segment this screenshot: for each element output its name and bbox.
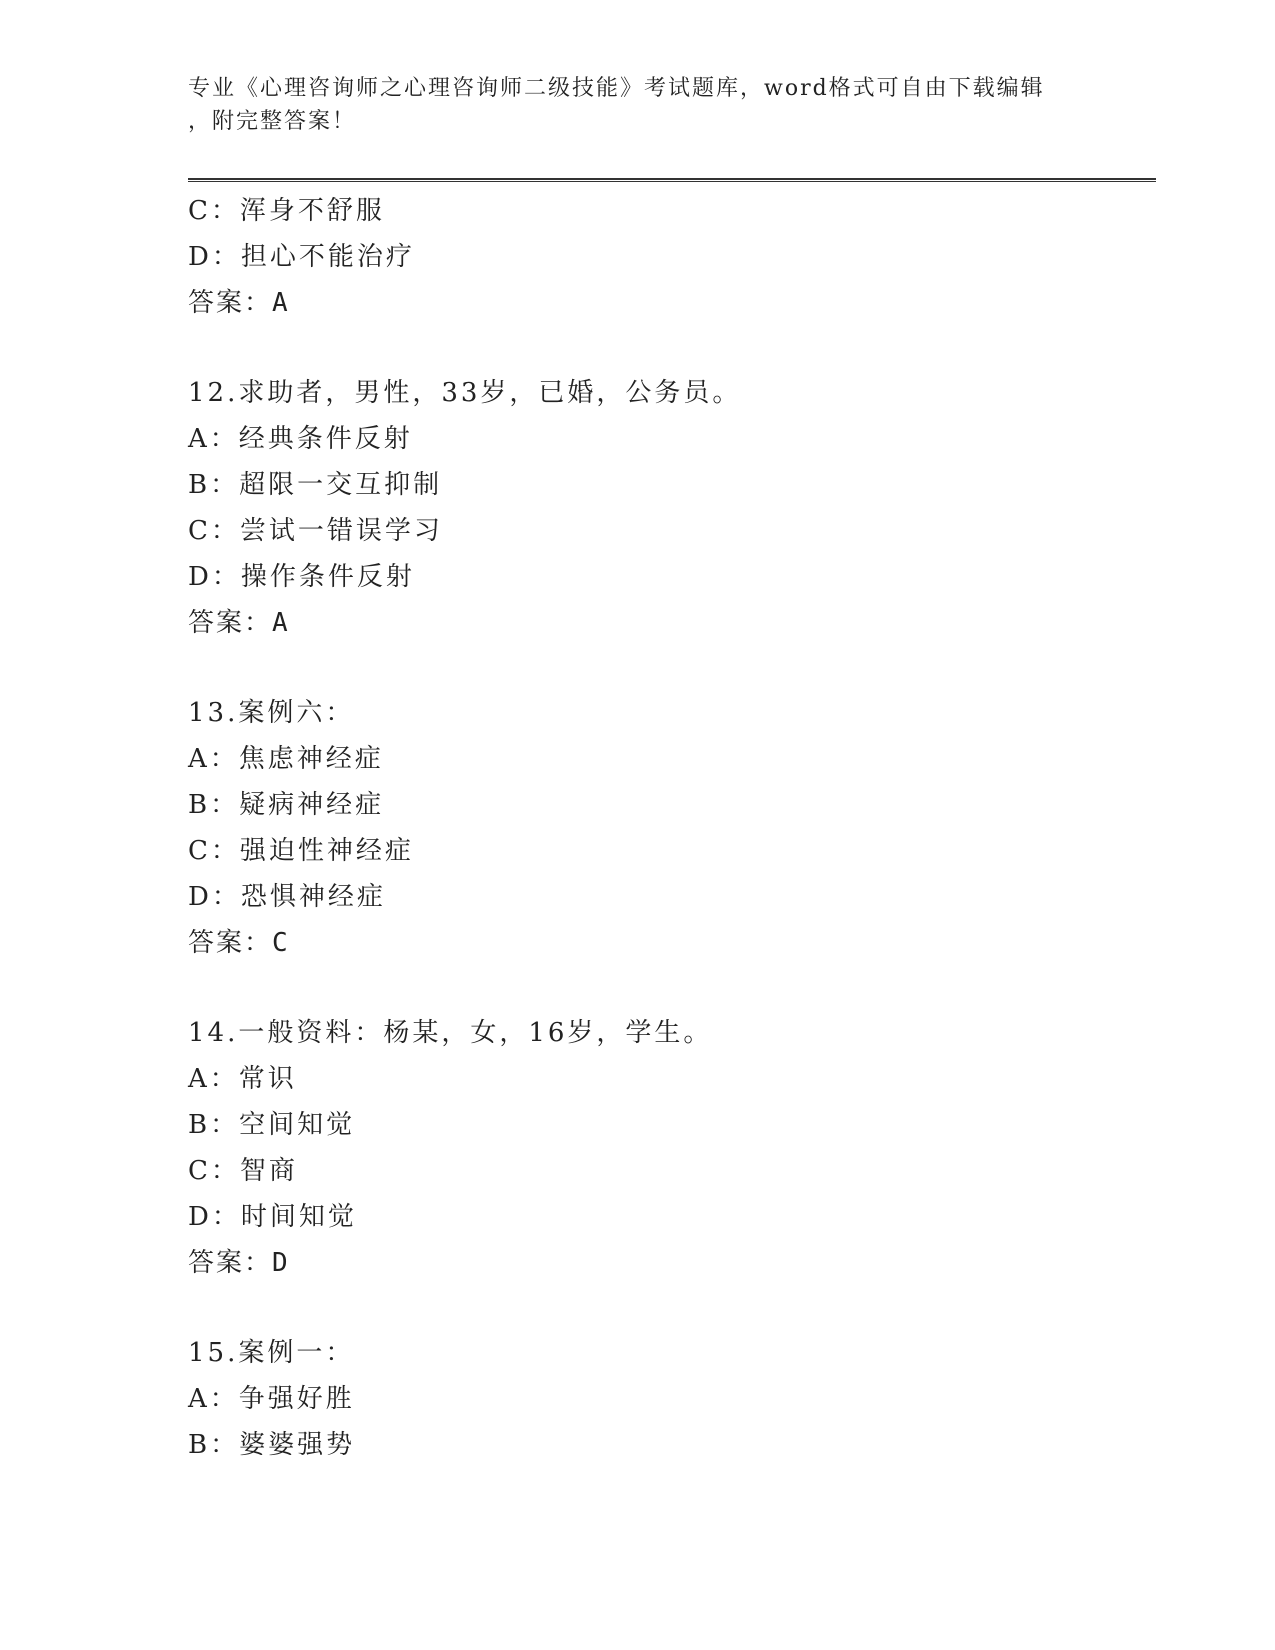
question-block <box>188 370 1148 646</box>
option-text: 经典条件反射 <box>238 424 413 454</box>
option-row <box>188 782 1148 828</box>
block-spacer <box>188 326 1148 370</box>
answer-key: D <box>272 1248 290 1278</box>
question-block <box>188 1330 1148 1468</box>
header-divider <box>188 178 1156 182</box>
option-text: 恐惧神经症 <box>240 882 386 912</box>
block-spacer <box>188 1286 1148 1330</box>
option-label: B： <box>188 1430 240 1460</box>
option-row <box>188 462 1148 508</box>
question-block <box>188 188 1148 326</box>
option-row <box>188 188 1148 234</box>
option-row <box>188 508 1148 554</box>
answer-key: C <box>272 928 290 958</box>
answer-label: 答案： <box>188 608 273 638</box>
option-text: 常识 <box>238 1064 297 1094</box>
answer-label: 答案： <box>188 288 273 318</box>
answer-line <box>188 600 1148 646</box>
option-text: 超限一交互抑制 <box>239 470 443 500</box>
option-text: 空间知觉 <box>239 1110 356 1140</box>
option-row <box>188 1102 1148 1148</box>
option-text: 时间知觉 <box>240 1202 357 1232</box>
header-title-line-2: ，附完整答案！ <box>188 109 357 134</box>
question-list <box>188 188 1148 1468</box>
option-text: 婆婆强势 <box>239 1430 356 1460</box>
answer-line <box>188 1240 1148 1286</box>
option-label: C： <box>188 836 240 866</box>
answer-key: A <box>272 288 290 318</box>
question-text: 12.求助者，男性，33岁，已婚，公务员。 <box>188 378 742 408</box>
option-row <box>188 1422 1148 1468</box>
option-label: A： <box>188 744 239 774</box>
question-block <box>188 690 1148 966</box>
option-row <box>188 1148 1148 1194</box>
option-row <box>188 1376 1148 1422</box>
option-label: C： <box>188 196 240 226</box>
option-label: D： <box>188 562 241 592</box>
option-label: B： <box>188 470 240 500</box>
option-row <box>188 234 1148 280</box>
option-text: 浑身不舒服 <box>239 196 385 226</box>
answer-key: A <box>272 608 290 638</box>
option-row <box>188 416 1148 462</box>
option-label: A： <box>188 424 239 454</box>
option-label: C： <box>188 1156 240 1186</box>
option-text: 焦虑神经症 <box>238 744 384 774</box>
option-label: D： <box>188 242 241 272</box>
option-text: 疑病神经症 <box>239 790 385 820</box>
option-text: 强迫性神经症 <box>239 836 414 866</box>
option-label: D： <box>188 882 241 912</box>
question-text: 14.一般资料：杨某，女，16岁，学生。 <box>188 1018 713 1048</box>
question-block <box>188 1010 1148 1286</box>
answer-label: 答案： <box>188 1248 273 1278</box>
option-text: 操作条件反射 <box>240 562 415 592</box>
option-label: C： <box>188 516 240 546</box>
option-row <box>188 1056 1148 1102</box>
option-label: D： <box>188 1202 241 1232</box>
header-title-line-1: 专业《心理咨询师之心理咨询师二级技能》考试题库，word格式可自由下载编辑 <box>188 76 1045 101</box>
option-label: A： <box>188 1064 239 1094</box>
block-spacer <box>188 966 1148 1010</box>
option-label: B： <box>188 790 240 820</box>
option-label: B： <box>188 1110 240 1140</box>
answer-line <box>188 920 1148 966</box>
option-row <box>188 874 1148 920</box>
option-row <box>188 554 1148 600</box>
answer-label: 答案： <box>188 928 273 958</box>
option-text: 争强好胜 <box>238 1384 355 1414</box>
question-text: 13.案例六： <box>188 698 355 728</box>
answer-line <box>188 280 1148 326</box>
option-row <box>188 828 1148 874</box>
option-label: A： <box>188 1384 239 1414</box>
question-text: 15.案例一： <box>188 1338 355 1368</box>
block-spacer <box>188 646 1148 690</box>
option-row <box>188 736 1148 782</box>
option-text: 担心不能治疗 <box>240 242 415 272</box>
option-text: 尝试一错误学习 <box>239 516 443 546</box>
option-row <box>188 1194 1148 1240</box>
option-text: 智商 <box>239 1156 298 1186</box>
document-header <box>188 72 1088 138</box>
